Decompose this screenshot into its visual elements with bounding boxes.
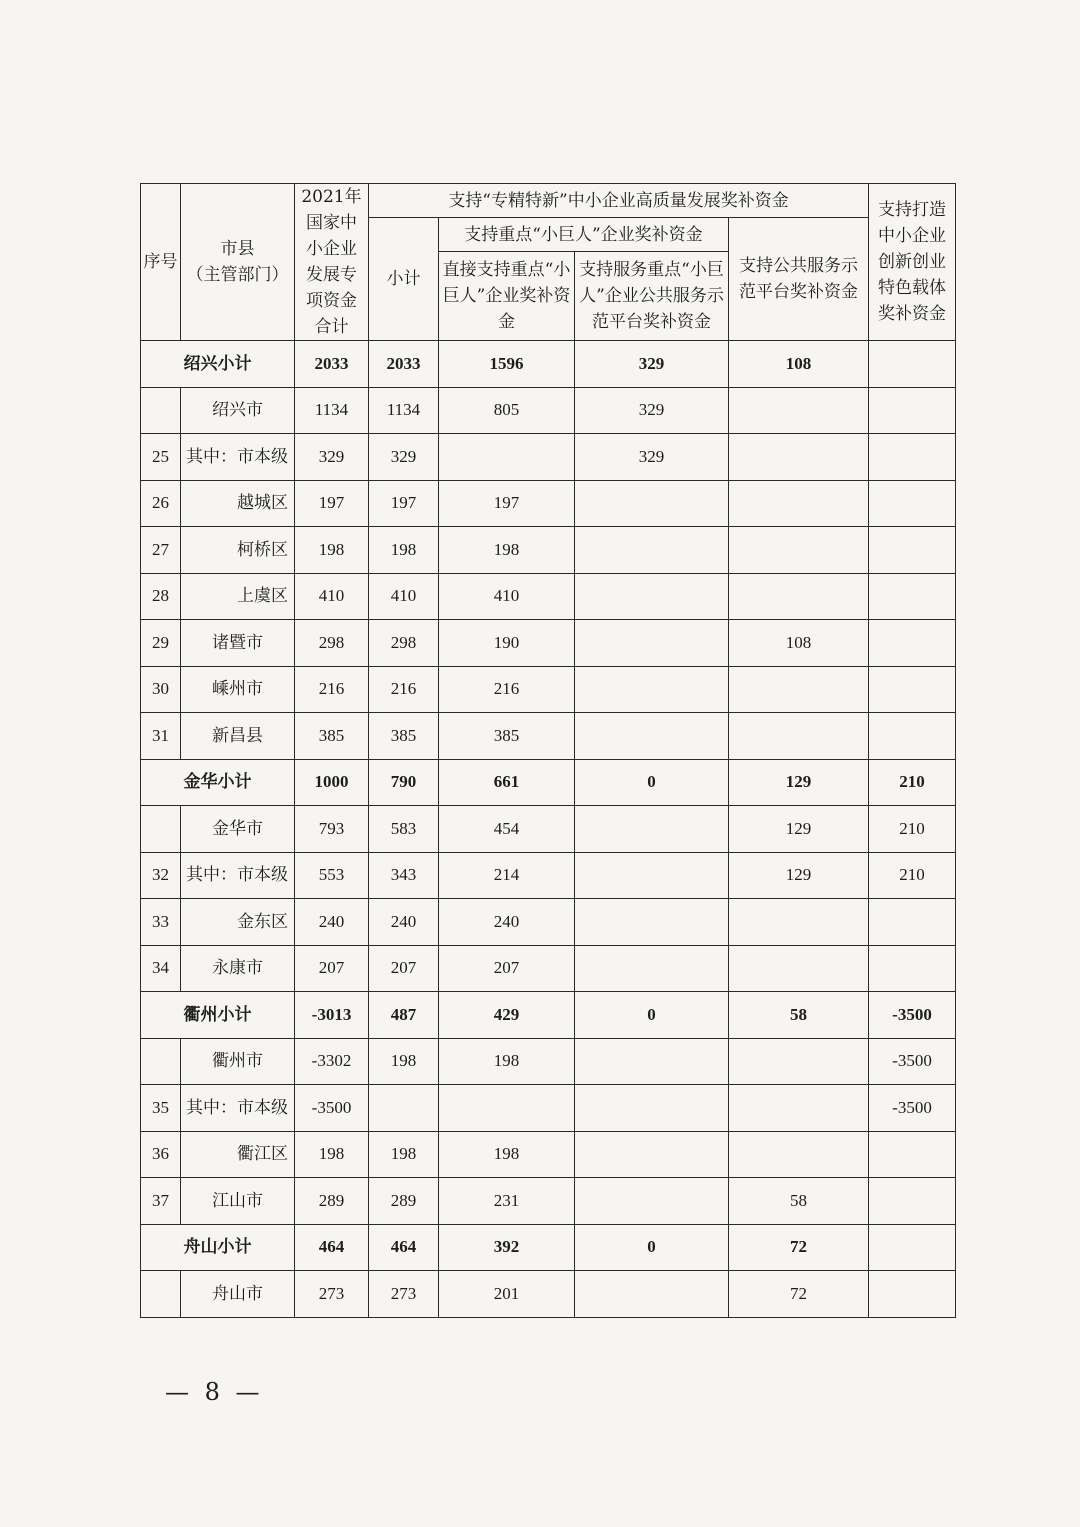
row-name-cell: 其中：市本级 — [181, 434, 295, 481]
table-row — [141, 341, 956, 388]
service-cell: 329 — [575, 341, 729, 388]
row-name-cell: 金东区 — [181, 899, 295, 946]
public-cell: 72 — [729, 1271, 869, 1318]
total-cell: 385 — [295, 713, 369, 760]
table-row — [141, 387, 956, 434]
innovation-cell — [869, 945, 956, 992]
public-cell: 72 — [729, 1224, 869, 1271]
service-cell: 329 — [575, 434, 729, 481]
row-number-cell: 31 — [141, 713, 181, 760]
total-cell: 2033 — [295, 341, 369, 388]
direct-cell — [439, 1085, 575, 1132]
row-name-cell: 衢江区 — [181, 1131, 295, 1178]
subtotal-cell: 273 — [369, 1271, 439, 1318]
row-name-cell: 其中：市本级 — [181, 852, 295, 899]
public-cell: 129 — [729, 806, 869, 853]
table-row — [141, 1271, 956, 1318]
direct-cell: 198 — [439, 527, 575, 574]
total-cell: -3302 — [295, 1038, 369, 1085]
service-cell — [575, 480, 729, 527]
public-cell: 58 — [729, 1178, 869, 1225]
innovation-cell — [869, 620, 956, 667]
service-cell — [575, 1038, 729, 1085]
direct-cell — [439, 434, 575, 481]
public-cell — [729, 1131, 869, 1178]
innovation-cell — [869, 527, 956, 574]
row-name-cell: 衢州小计 — [141, 992, 295, 1039]
service-cell — [575, 806, 729, 853]
total-cell: 207 — [295, 945, 369, 992]
table-row — [141, 480, 956, 527]
header-group-giant: 支持重点“小巨人”企业奖补资金 — [439, 218, 729, 252]
subtotal-cell: 207 — [369, 945, 439, 992]
row-number-cell: 33 — [141, 899, 181, 946]
service-cell — [575, 1271, 729, 1318]
innovation-cell: 210 — [869, 806, 956, 853]
direct-cell: 1596 — [439, 341, 575, 388]
service-cell — [575, 899, 729, 946]
innovation-cell — [869, 713, 956, 760]
table-row — [141, 573, 956, 620]
service-cell — [575, 1085, 729, 1132]
row-name-cell: 衢州市 — [181, 1038, 295, 1085]
subtotal-cell: 198 — [369, 1131, 439, 1178]
direct-cell: 197 — [439, 480, 575, 527]
row-name-cell: 金华小计 — [141, 759, 295, 806]
subtotal-cell: 2033 — [369, 341, 439, 388]
total-cell: 410 — [295, 573, 369, 620]
direct-cell: 201 — [439, 1271, 575, 1318]
subtotal-cell: 329 — [369, 434, 439, 481]
row-name-cell: 柯桥区 — [181, 527, 295, 574]
service-cell — [575, 945, 729, 992]
table-row — [141, 992, 956, 1039]
service-cell: 0 — [575, 759, 729, 806]
public-cell — [729, 713, 869, 760]
row-number-cell: 26 — [141, 480, 181, 527]
direct-cell: 392 — [439, 1224, 575, 1271]
direct-cell: 240 — [439, 899, 575, 946]
public-cell: 108 — [729, 341, 869, 388]
direct-cell: 454 — [439, 806, 575, 853]
total-cell: 1000 — [295, 759, 369, 806]
service-cell — [575, 852, 729, 899]
table-row — [141, 759, 956, 806]
innovation-cell — [869, 899, 956, 946]
total-cell: 197 — [295, 480, 369, 527]
direct-cell: 429 — [439, 992, 575, 1039]
header-seq: 序号 — [141, 184, 181, 341]
table-row — [141, 527, 956, 574]
direct-cell: 190 — [439, 620, 575, 667]
fund-allocation-table — [140, 183, 956, 1318]
total-cell: 198 — [295, 1131, 369, 1178]
row-name-cell: 嵊州市 — [181, 666, 295, 713]
header-innovation: 支持打造中小企业创新创业特色载体奖补资金 — [869, 184, 956, 341]
row-number-cell — [141, 806, 181, 853]
row-name-cell: 金华市 — [181, 806, 295, 853]
service-cell — [575, 713, 729, 760]
row-name-cell: 江山市 — [181, 1178, 295, 1225]
innovation-cell — [869, 1271, 956, 1318]
row-name-cell: 诸暨市 — [181, 620, 295, 667]
total-cell: 1134 — [295, 387, 369, 434]
service-cell — [575, 1131, 729, 1178]
public-cell — [729, 1038, 869, 1085]
service-cell — [575, 1178, 729, 1225]
innovation-cell — [869, 1178, 956, 1225]
innovation-cell — [869, 573, 956, 620]
innovation-cell — [869, 1224, 956, 1271]
header-group-main: 支持“专精特新”中小企业高质量发展奖补资金 — [369, 184, 869, 218]
total-cell: 240 — [295, 899, 369, 946]
row-number-cell: 29 — [141, 620, 181, 667]
direct-cell: 231 — [439, 1178, 575, 1225]
row-number-cell: 37 — [141, 1178, 181, 1225]
header-total: 2021年国家中小企业发展专项资金合计 — [295, 184, 369, 341]
table-row — [141, 852, 956, 899]
table-row — [141, 434, 956, 481]
table-row — [141, 1085, 956, 1132]
innovation-cell: 210 — [869, 759, 956, 806]
total-cell: 273 — [295, 1271, 369, 1318]
row-number-cell: 28 — [141, 573, 181, 620]
total-cell: -3013 — [295, 992, 369, 1039]
total-cell: -3500 — [295, 1085, 369, 1132]
total-cell: 329 — [295, 434, 369, 481]
subtotal-cell: 197 — [369, 480, 439, 527]
subtotal-cell: 385 — [369, 713, 439, 760]
header-direct: 直接支持重点“小巨人”企业奖补资金 — [439, 252, 575, 341]
row-number-cell: 34 — [141, 945, 181, 992]
total-cell: 289 — [295, 1178, 369, 1225]
public-cell — [729, 899, 869, 946]
row-number-cell — [141, 1271, 181, 1318]
innovation-cell — [869, 1131, 956, 1178]
service-cell — [575, 620, 729, 667]
innovation-cell — [869, 666, 956, 713]
subtotal-cell: 464 — [369, 1224, 439, 1271]
direct-cell: 198 — [439, 1038, 575, 1085]
public-cell: 129 — [729, 759, 869, 806]
direct-cell: 207 — [439, 945, 575, 992]
table-row — [141, 899, 956, 946]
public-cell — [729, 573, 869, 620]
table-row — [141, 1224, 956, 1271]
row-name-cell: 舟山小计 — [141, 1224, 295, 1271]
subtotal-cell: 1134 — [369, 387, 439, 434]
page-number: — 8 — — [165, 1378, 264, 1406]
header-service: 支持服务重点“小巨人”企业公共服务示范平台奖补资金 — [575, 252, 729, 341]
total-cell: 464 — [295, 1224, 369, 1271]
subtotal-cell: 298 — [369, 620, 439, 667]
service-cell: 0 — [575, 1224, 729, 1271]
service-cell — [575, 666, 729, 713]
subtotal-cell: 216 — [369, 666, 439, 713]
direct-cell: 216 — [439, 666, 575, 713]
public-cell — [729, 434, 869, 481]
innovation-cell — [869, 480, 956, 527]
row-number-cell: 35 — [141, 1085, 181, 1132]
table-row — [141, 1038, 956, 1085]
total-cell: 216 — [295, 666, 369, 713]
table-row — [141, 1131, 956, 1178]
total-cell: 793 — [295, 806, 369, 853]
table-row — [141, 1178, 956, 1225]
public-cell: 129 — [729, 852, 869, 899]
subtotal-cell: 198 — [369, 1038, 439, 1085]
innovation-cell: 210 — [869, 852, 956, 899]
row-number-cell — [141, 387, 181, 434]
row-number-cell: 25 — [141, 434, 181, 481]
innovation-cell — [869, 341, 956, 388]
row-name-cell: 绍兴小计 — [141, 341, 295, 388]
subtotal-cell: 487 — [369, 992, 439, 1039]
public-cell — [729, 1085, 869, 1132]
table-row — [141, 666, 956, 713]
innovation-cell — [869, 387, 956, 434]
header-subtotal: 小计 — [369, 218, 439, 341]
service-cell — [575, 527, 729, 574]
header-region: 市县 （主管部门） — [181, 184, 295, 341]
service-cell — [575, 573, 729, 620]
public-cell: 58 — [729, 992, 869, 1039]
innovation-cell: -3500 — [869, 1038, 956, 1085]
subtotal-cell: 198 — [369, 527, 439, 574]
direct-cell: 410 — [439, 573, 575, 620]
table-row — [141, 620, 956, 667]
table-row — [141, 945, 956, 992]
service-cell: 329 — [575, 387, 729, 434]
innovation-cell: -3500 — [869, 1085, 956, 1132]
innovation-cell: -3500 — [869, 992, 956, 1039]
table-row — [141, 713, 956, 760]
row-name-cell: 永康市 — [181, 945, 295, 992]
public-cell: 108 — [729, 620, 869, 667]
service-cell: 0 — [575, 992, 729, 1039]
public-cell — [729, 666, 869, 713]
row-name-cell: 上虞区 — [181, 573, 295, 620]
subtotal-cell: 410 — [369, 573, 439, 620]
public-cell — [729, 945, 869, 992]
direct-cell: 198 — [439, 1131, 575, 1178]
row-name-cell: 绍兴市 — [181, 387, 295, 434]
public-cell — [729, 480, 869, 527]
row-number-cell — [141, 1038, 181, 1085]
row-number-cell: 30 — [141, 666, 181, 713]
direct-cell: 805 — [439, 387, 575, 434]
innovation-cell — [869, 434, 956, 481]
row-name-cell: 新昌县 — [181, 713, 295, 760]
subtotal-cell: 289 — [369, 1178, 439, 1225]
direct-cell: 385 — [439, 713, 575, 760]
subtotal-cell: 343 — [369, 852, 439, 899]
total-cell: 198 — [295, 527, 369, 574]
direct-cell: 214 — [439, 852, 575, 899]
row-number-cell: 32 — [141, 852, 181, 899]
subtotal-cell: 583 — [369, 806, 439, 853]
header-public: 支持公共服务示范平台奖补资金 — [729, 218, 869, 341]
row-name-cell: 舟山市 — [181, 1271, 295, 1318]
total-cell: 298 — [295, 620, 369, 667]
public-cell — [729, 527, 869, 574]
row-name-cell: 其中：市本级 — [181, 1085, 295, 1132]
subtotal-cell — [369, 1085, 439, 1132]
row-name-cell: 越城区 — [181, 480, 295, 527]
row-number-cell: 36 — [141, 1131, 181, 1178]
direct-cell: 661 — [439, 759, 575, 806]
row-number-cell: 27 — [141, 527, 181, 574]
public-cell — [729, 387, 869, 434]
total-cell: 553 — [295, 852, 369, 899]
subtotal-cell: 240 — [369, 899, 439, 946]
table-row — [141, 806, 956, 853]
subtotal-cell: 790 — [369, 759, 439, 806]
